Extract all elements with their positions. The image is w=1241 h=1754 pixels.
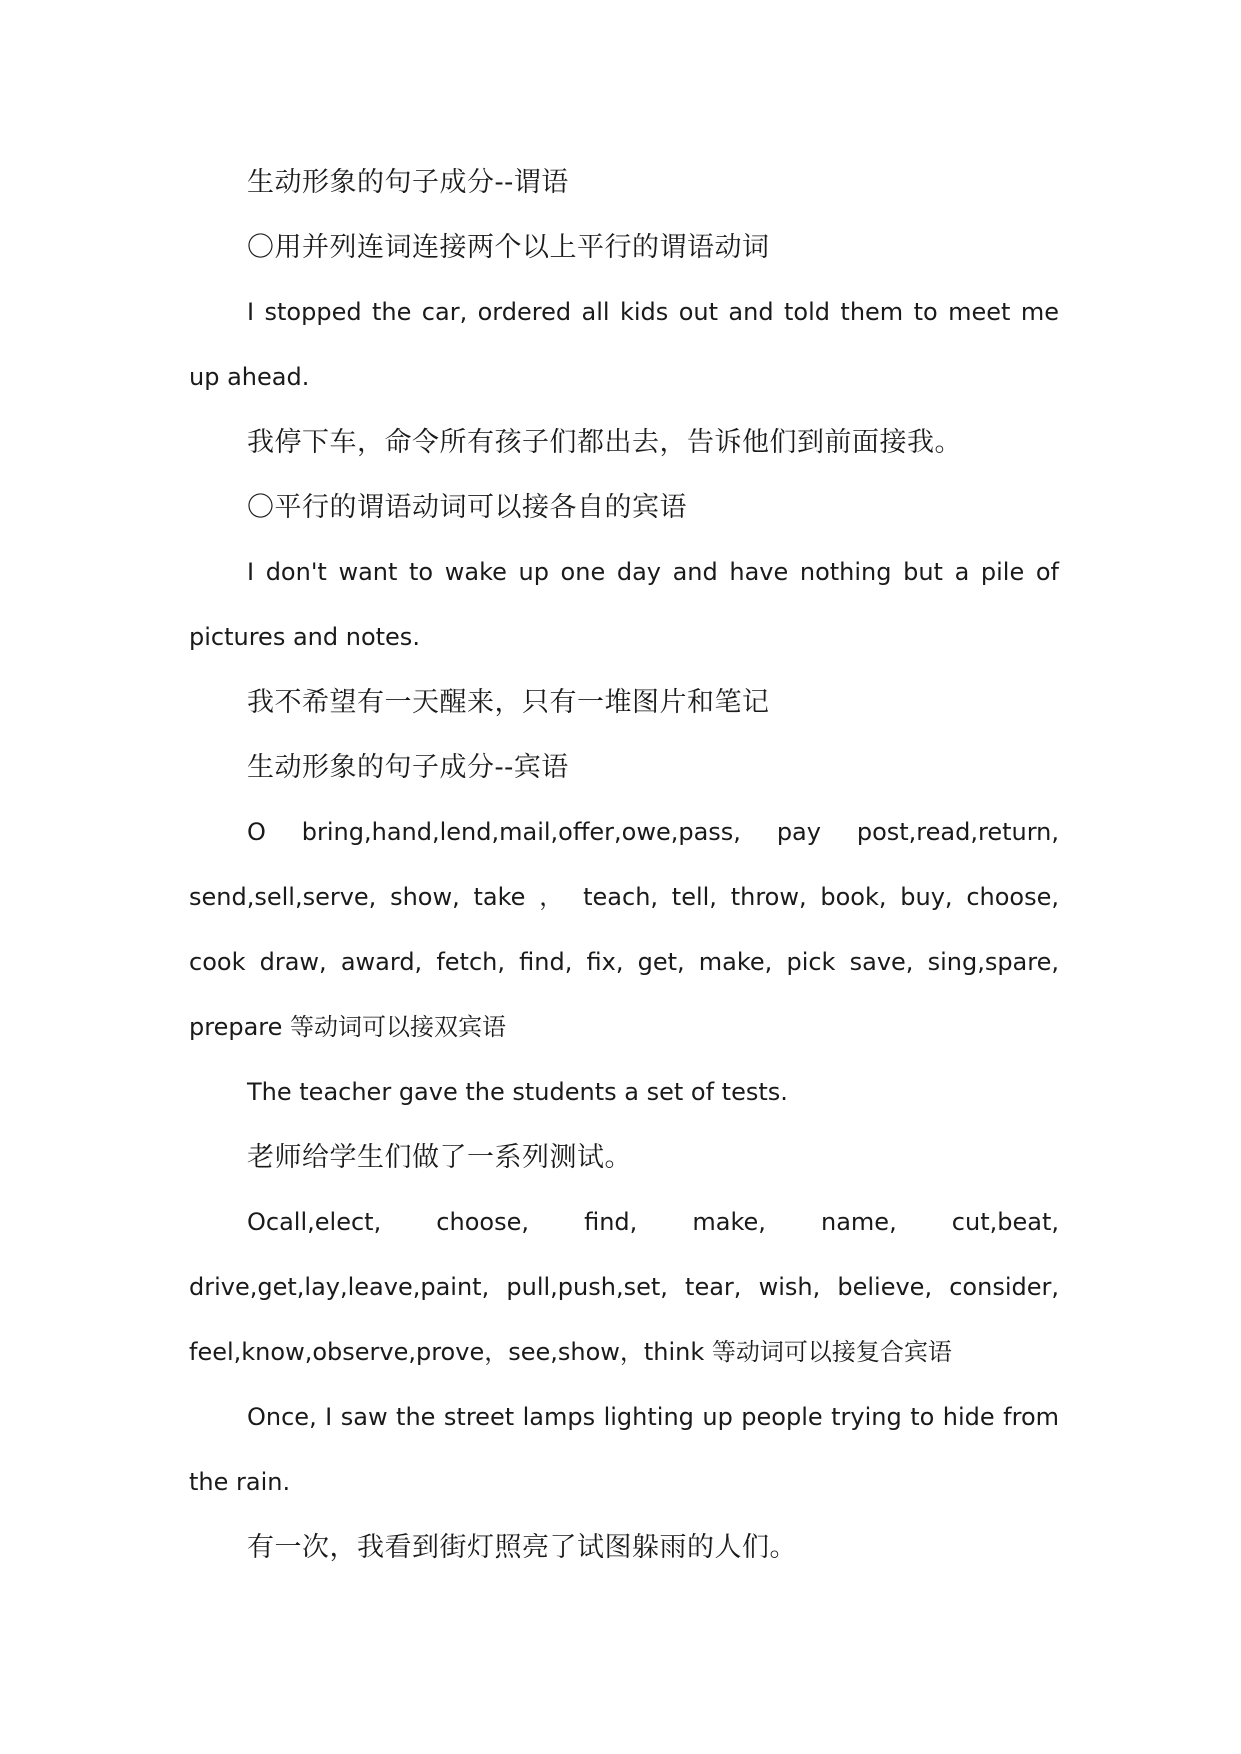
example-sentence-en: Once, I saw the street lamps lighting up people trying to hide from the rain.: [189, 1403, 1059, 1496]
example-translation-cn: 我停下车，命令所有孩子们都出去，告诉他们到前面接我。: [247, 427, 962, 458]
example-translation-cn: 有一次，我看到街灯照亮了试图躲雨的人们。: [247, 1532, 797, 1563]
document-body: [189, 150, 1059, 1580]
example-sentence-en: The teacher gave the students a set of tests.: [247, 1078, 788, 1106]
section-heading-object: 生动形象的句子成分--宾语: [247, 752, 569, 783]
verb-list-complex-object: Ocall,elect, choose, find, make, name, cut,beat, drive,get,lay,leave,paint, pull,push,set, tear, wish, believe, consider, feel,know,observe,prove，see,show，think 等动词可以接复合宾语: [189, 1208, 1059, 1366]
bullet-parallel-predicates: 〇用并列连词连接两个以上平行的谓语动词: [247, 232, 770, 263]
section-heading-predicate: 生动形象的句子成分--谓语: [247, 167, 569, 198]
example-translation-cn: 我不希望有一天醒来，只有一堆图片和笔记: [247, 687, 770, 718]
verb-list-double-object: O bring,hand,lend,mail,offer,owe,pass, pay post,read,return, send,sell,serve, show, take ， teach, tell, throw, book, buy, choose, cook draw, award, fetch, find, fix, get, make, pick save, sing,spare, prepare 等动词可以接双宾语: [189, 818, 1059, 1041]
example-translation-cn: 老师给学生们做了一系列测试。: [247, 1142, 632, 1173]
example-sentence-en: I stopped the car, ordered all kids out and told them to meet me up ahead.: [189, 298, 1059, 391]
example-sentence-en: I don't want to wake up one day and have nothing but a pile of pictures and notes.: [189, 558, 1059, 651]
bullet-separate-objects: 〇平行的谓语动词可以接各自的宾语: [247, 492, 687, 523]
